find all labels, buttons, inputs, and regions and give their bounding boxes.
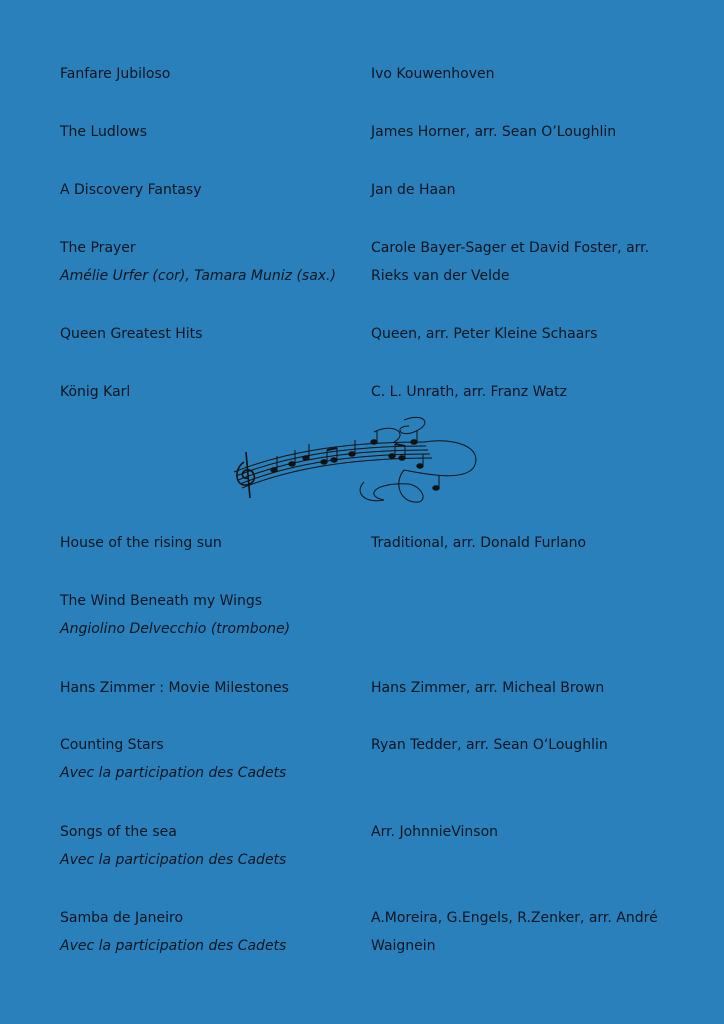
piece-soloists: Angiolino Delvecchio (trombone) [60,621,291,637]
piece-composer: James Horner, arr. Sean O’Loughlin [371,124,617,140]
piece-title: Counting Stars [60,737,164,753]
piece-composer: Arr. JohnnieVinson [371,824,499,840]
piece-soloists: Avec la participation des Cadets [60,852,287,868]
piece-composer: Ryan Tedder, arr. Sean O‘Loughlin [371,737,608,753]
piece-composer: Carole Bayer-Sager et David Foster, arr. Rieks van der Velde [371,240,650,284]
piece-title: Songs of the sea [60,824,177,840]
piece-title: House of the rising sun [60,535,222,551]
piece-soloists: Avec la participation des Cadets [60,765,287,781]
piece-composer: C. L. Unrath, arr. Franz Watz [371,384,567,400]
piece-title: A Discovery Fantasy [60,182,202,198]
piece-composer: Ivo Kouwenhoven [371,66,495,82]
piece-composer: Traditional, arr. Donald Furlano [371,535,587,551]
piece-title: The Prayer [60,240,136,256]
piece-soloists: Avec la participation des Cadets [60,938,287,954]
piece-title: Fanfare Jubiloso [60,66,171,82]
piece-composer: Jan de Haan [371,182,456,198]
piece-title: Queen Greatest Hits [60,326,203,342]
piece-title: Samba de Janeiro [60,910,184,926]
piece-composer: Queen, arr. Peter Kleine Schaars [371,326,598,342]
piece-composer: Hans Zimmer, arr. Micheal Brown [371,680,605,696]
piece-title: The Wind Beneath my Wings [60,593,263,609]
piece-soloists: Amélie Urfer (cor), Tamara Muniz (sax.) [60,268,336,284]
piece-composer: A.Moreira, G.Engels, R.Zenker, arr. André Waignein [371,910,658,954]
piece-title: König Karl [60,384,131,400]
piece-title: Hans Zimmer : Movie Milestones [60,680,289,696]
music-staff-ornament-icon [224,412,484,506]
piece-title: The Ludlows [60,124,148,140]
